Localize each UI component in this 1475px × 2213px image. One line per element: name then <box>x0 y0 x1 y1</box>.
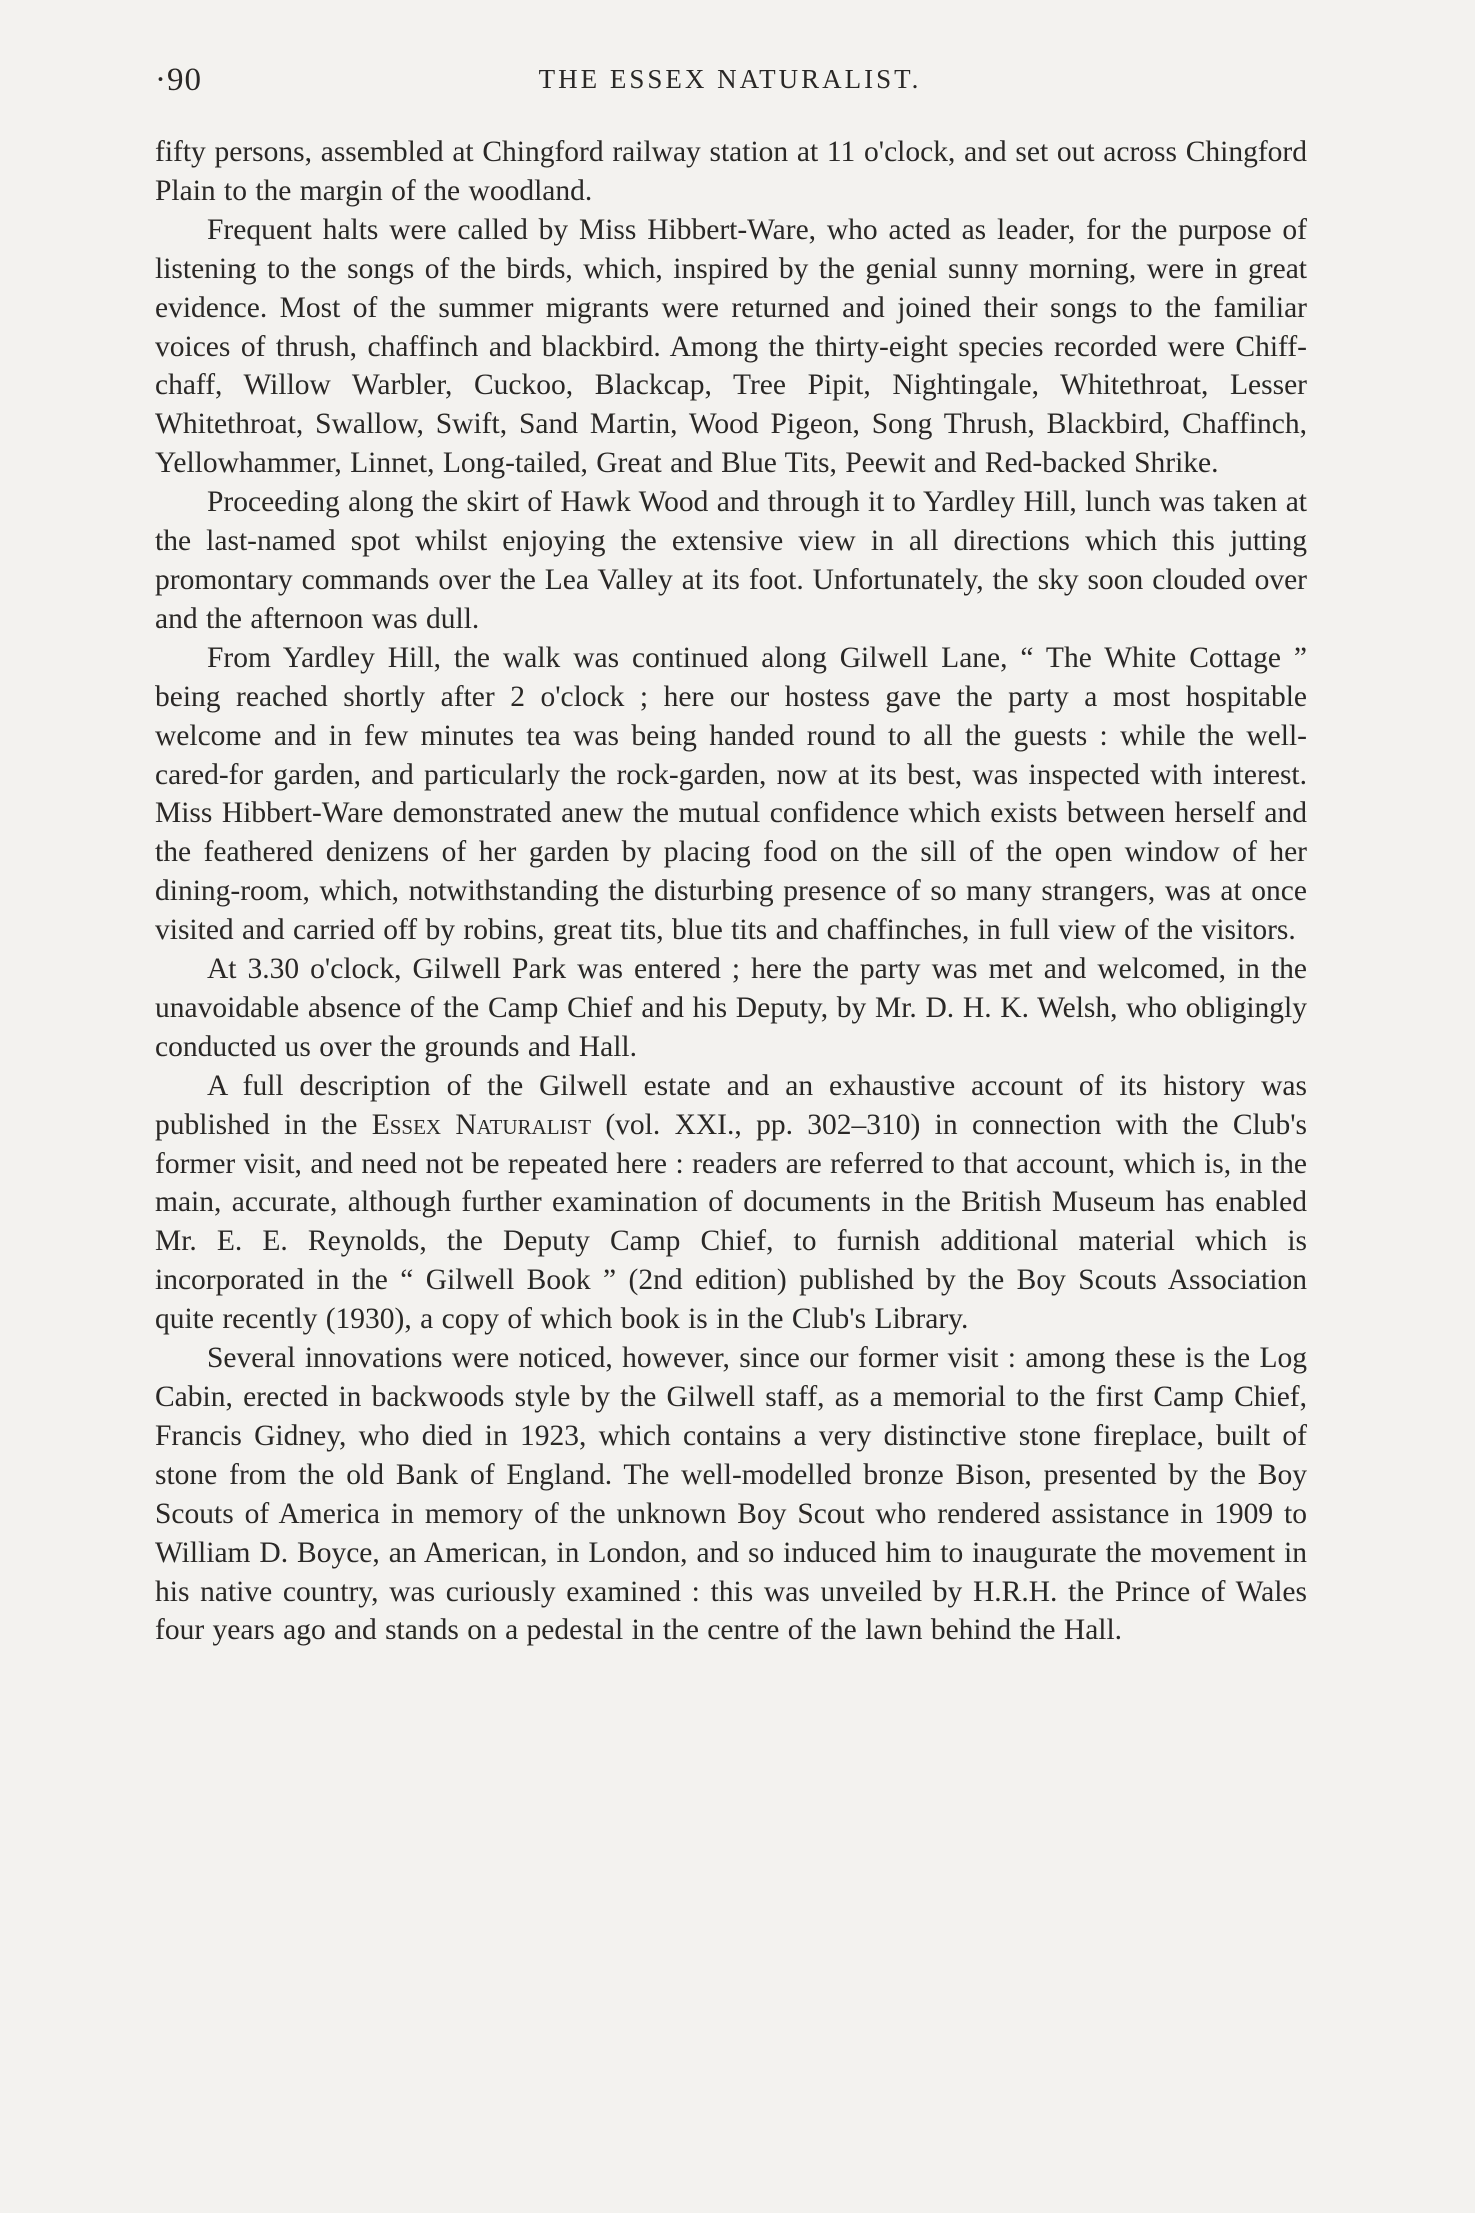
paragraph-2: Frequent halts were called by Miss Hibbert-Ware, who acted as leader, for the purpose of listening to the songs of the birds, which, inspired by the genial sunny morning, were in great evidence. Most of the summer migrants were returned and joined their songs to the familiar voices of thrush, chaffinch and blackbird. Among the thirty-eight species recorded were Chiff-chaff, Willow Warbler, Cuckoo, Blackcap, Tree Pipit, Nightingale, Whitethroat, Lesser Whitethroat, Swallow, Swift, Sand Martin, Wood Pigeon, Song Thrush, Blackbird, Chaffinch, Yellowhammer, Linnet, Long-tailed, Great and Blue Tits, Peewit and Red-backed Shrike. <box>155 213 1307 480</box>
page-header <box>155 62 1305 106</box>
paragraph-5: At 3.30 o'clock, Gilwell Park was entered ; here the party was met and welcomed, in the unavoidable absence of the Camp Chief and his Deputy, by Mr. D. H. K. Welsh, who obligingly conducted us over the grounds and Hall. <box>155 953 1307 1063</box>
paragraph-6 <box>155 1067 1307 1339</box>
paragraph-6-text-after: (vol. XXI., pp. 302–310) in connection with the Club's former visit, and need not be repeated here : readers are referred to that account, which is, in the main, accurate, although further examination of documents in the British Museum has enabled Mr. E. E. Reynolds, the Deputy Camp Chief, to furnish additional material which is incorporated in the “ Gilwell Book ” (2nd edition) published by the Boy Scouts Association quite recently (1930), a copy of which book is in the Club's Library. <box>155 1108 1307 1336</box>
running-head: THE ESSEX NATURALIST. <box>538 64 922 94</box>
journal-title: Essex Naturalist <box>371 1108 592 1141</box>
paragraph-4: From Yardley Hill, the walk was continued along Gilwell Lane, “ The White Cottage ” being reached shortly after 2 o'clock ; here our hostess gave the party a most hospitable welcome and in few minutes tea was being handed round to all the guests : while the well-cared-for garden, and particularly the rock-garden, now at its best, was inspected with interest. Miss Hibbert-Ware demonstrated anew the mutual confidence which exists between herself and the feathered denizens of her garden by placing food on the sill of the open window of her dining-room, which, notwithstanding the disturbing presence of so many strangers, was at once visited and carried off by robins, great tits, blue tits and chaffinches, in full view of the visitors. <box>155 641 1307 947</box>
page-number: ·90 <box>155 62 202 98</box>
paragraph-3: Proceeding along the skirt of Hawk Wood and through it to Yardley Hill, lunch was taken at the last-named spot whilst enjoying the extensive view in all directions which this jutting promontary commands over the Lea Valley at its foot. Unfortunately, the sky soon clouded over and the afternoon was dull. <box>155 486 1307 635</box>
paragraph-1: fifty persons, assembled at Chingford railway station at 11 o'clock, and set out across Chingford Plain to the margin of the woodland. <box>155 136 1307 207</box>
paragraph-6-text-before: A full description of the Gilwell estate and an exhaustive account of its history was published in the <box>155 1069 1307 1141</box>
paragraph-7: Several innovations were noticed, however, since our former visit : among these is the Log Cabin, erected in backwoods style by the Gilwell staff, as a memorial to the first Camp Chief, Francis Gidney, who died in 1923, which contains a very distinctive stone fireplace, built of stone from the old Bank of England. The well-modelled bronze Bison, presented by the Boy Scouts of America in memory of the unknown Boy Scout who rendered assistance in 1909 to William D. Boyce, an American, in London, and so induced him to inaugurate the movement in his native country, was curiously examined : this was unveiled by H.R.H. the Prince of Wales four years ago and stands on a pedestal in the centre of the lawn behind the Hall. <box>155 1342 1307 1647</box>
body-text <box>155 133 1307 1650</box>
